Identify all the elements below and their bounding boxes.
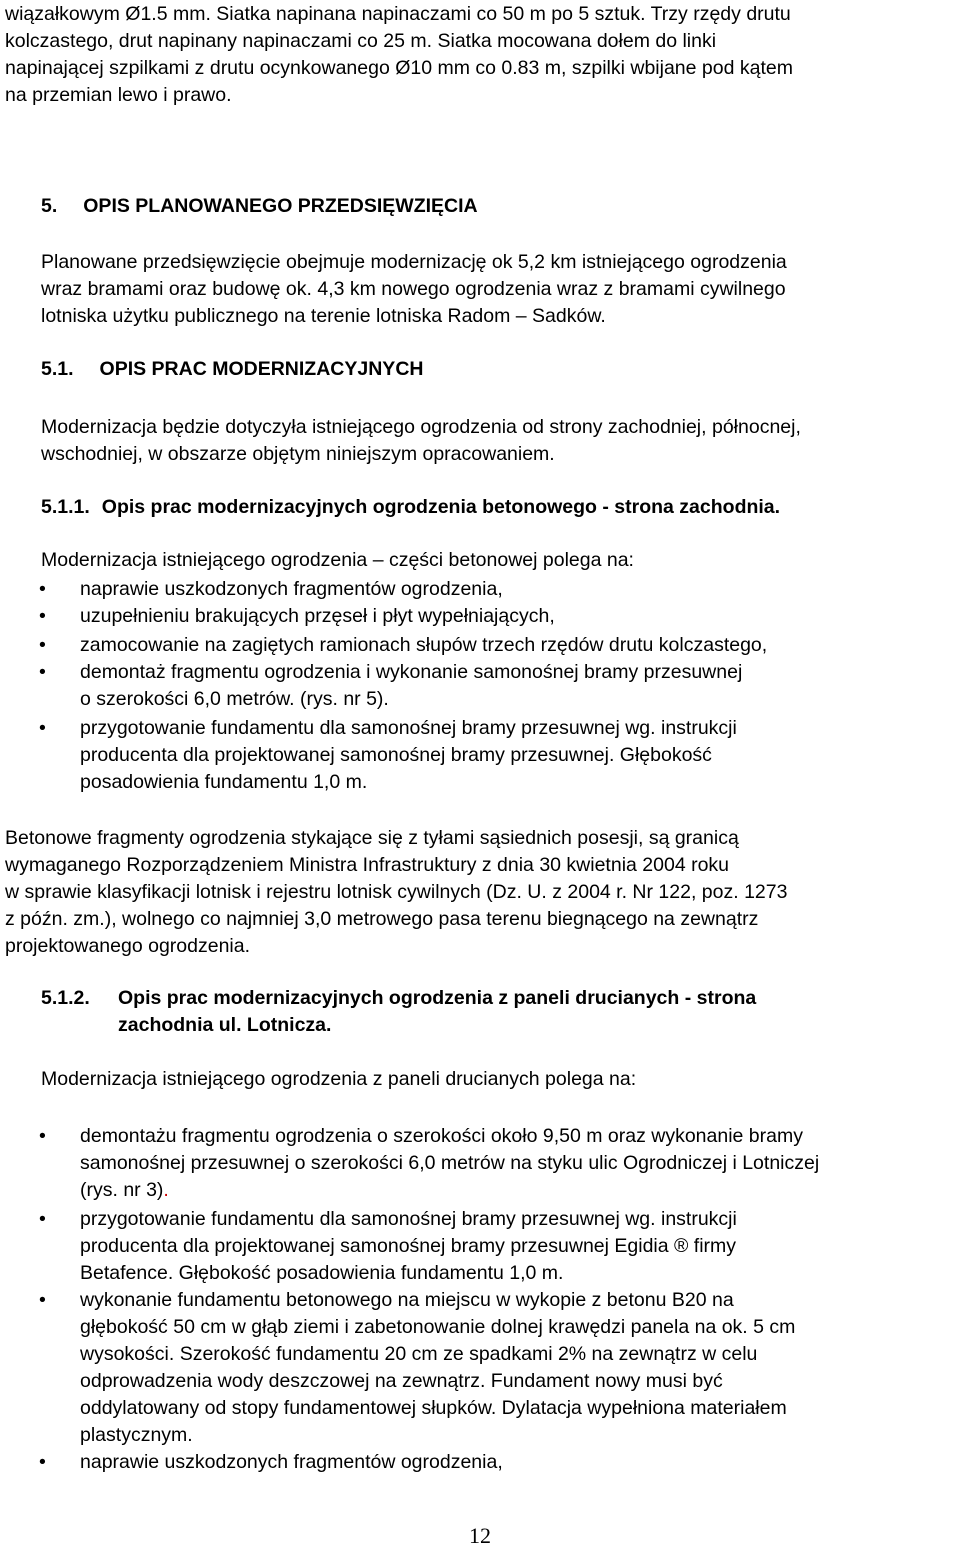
section-title: zachodnia ul. Lotnicza. [118,1014,332,1036]
text-line: wymaganego Rozporządzeniem Ministra Infrastruktury z dnia 30 kwietnia 2004 roku [5,854,730,876]
bullet-icon: • [39,1208,46,1230]
section-number: 5. [41,195,58,217]
bullet-icon: • [39,1289,46,1311]
list-item: demontażu fragmentu ogrodzenia o szerokości około 9,50 m oraz wykonanie bramy [80,1125,803,1147]
list-item: uzupełnieniu brakujących przęseł i płyt wypełniających, [80,605,555,627]
list-item-continuation: samonośnej przesuwnej o szerokości 6,0 metrów na styku ulic Ogrodniczej i Lotniczej [80,1152,820,1174]
text-line: wraz bramami oraz budowę ok. 4,3 km nowego ogrodzenia wraz z bramami cywilnego [41,278,786,300]
list-item-continuation: wysokości. Szerokość fundamentu 20 cm ze spadkami 2% na zewnątrz w celu [80,1343,758,1365]
figure-reference: (rys. nr 3) [80,1179,164,1201]
section-title: Opis prac modernizacyjnych ogrodzenia z paneli drucianych - strona [118,987,757,1009]
section-number: 5.1.2. [41,987,90,1009]
list-item-continuation: plastycznym. [80,1424,193,1446]
text-line: wschodniej, w obszarze objętym niniejszym opracowaniem. [41,443,555,465]
bullet-icon: • [39,605,46,627]
section-5-1-heading [41,356,960,383]
section-number: 5.1. [41,358,74,380]
text-line: Betonowe fragmenty ogrodzenia stykające się z tyłami sąsiednich posesji, są granicą [5,827,739,849]
list-item-continuation: producenta dla projektowanej samonośnej bramy przesuwnej Egidia ® firmy [80,1235,737,1257]
list-item: przygotowanie fundamentu dla samonośnej bramy przesuwnej wg. instrukcji [80,717,737,739]
bullet-icon: • [39,1125,46,1147]
list-item-continuation: o szerokości 6,0 metrów. (rys. nr 5). [80,688,389,710]
text-line: projektowanego ogrodzenia. [5,935,251,957]
section-5-heading [41,193,960,220]
list-item-continuation: głębokość 50 cm w głąb ziemi i zabetonowanie dolnej krawędzi panela na ok. 5 cm [80,1316,796,1338]
section-title: Opis prac modernizacyjnych ogrodzenia betonowego - strona zachodnia. [101,496,781,518]
list-item: naprawie uszkodzonych fragmentów ogrodzenia, [80,1451,503,1473]
section-title: OPIS PLANOWANEGO PRZEDSIĘWZIĘCIA [83,195,478,217]
text-line: wiązałkowym Ø1.5 mm. Siatka napinana napinaczami co 50 m po 5 sztuk. Trzy rzędy drutu [5,3,791,25]
list-item-continuation: Betafence. Głębokość posadowienia fundamentu 1,0 m. [80,1262,564,1284]
list-item-continuation: odprowadzenia wody deszczowej na zewnątrz. Fundament nowy musi być [80,1370,723,1392]
text-line: lotniska użytku publicznego na terenie lotniska Radom – Sadków. [41,305,606,327]
list-item-continuation: producenta dla projektowanej samonośnej bramy przesuwnej. Głębokość [80,744,712,766]
list-item-continuation: posadowienia fundamentu 1,0 m. [80,771,368,793]
page-number: 12 [469,1523,491,1548]
section-5-1-1-heading [41,494,960,521]
section-title: OPIS PRAC MODERNIZACYJNYCH [99,358,424,380]
text-line: Modernizacja będzie dotyczyła istniejącego ogrodzenia od strony zachodniej, północnej, [41,416,801,438]
list-item-continuation: oddylatowany od stopy fundamentowej słupków. Dylatacja wypełniona materiałem [80,1397,787,1419]
list-item: wykonanie fundamentu betonowego na miejscu w wykopie z betonu B20 na [80,1289,734,1311]
text-line: w sprawie klasyfikacji lotnisk i rejestru lotnisk cywilnych (Dz. U. z 2004 r. Nr 122, poz. 1273 [5,881,788,903]
text-line: na przemian lewo i prawo. [5,84,232,106]
list-item-continuation [80,1177,960,1204]
bullet-icon: • [39,578,46,600]
list-item: naprawie uszkodzonych fragmentów ogrodzenia, [80,578,503,600]
text-line: Planowane przedsięwzięcie obejmuje modernizację ok 5,2 km istniejącego ogrodzenia [41,251,787,273]
text-line: kolczastego, drut napinany napinaczami co 25 m. Siatka mocowana dołem do linki [5,30,717,52]
text-line: napinającej szpilkami z drutu ocynkowanego Ø10 mm co 0.83 m, szpilki wbijane pod kątem [5,57,793,79]
list-item: przygotowanie fundamentu dla samonośnej bramy przesuwnej wg. instrukcji [80,1208,737,1230]
text-line: Modernizacja istniejącego ogrodzenia z paneli drucianych polega na: [41,1068,637,1090]
list-item: zamocowanie na zagiętych ramionach słupów trzech rzędów drutu kolczastego, [80,634,768,656]
list-item: demontaż fragmentu ogrodzenia i wykonanie samonośnej bramy przesuwnej [80,661,743,683]
text-line: z późn. zm.), wolnego co najmniej 3,0 metrowego pasa terenu biegnącego na zewnątrz [5,908,759,930]
red-period: . [163,1179,169,1201]
section-number: 5.1.1. [41,496,90,518]
bullet-icon: • [39,634,46,656]
text-line: Modernizacja istniejącego ogrodzenia – części betonowej polega na: [41,549,634,571]
bullet-icon: • [39,661,46,683]
bullet-icon: • [39,1451,46,1473]
bullet-icon: • [39,717,46,739]
